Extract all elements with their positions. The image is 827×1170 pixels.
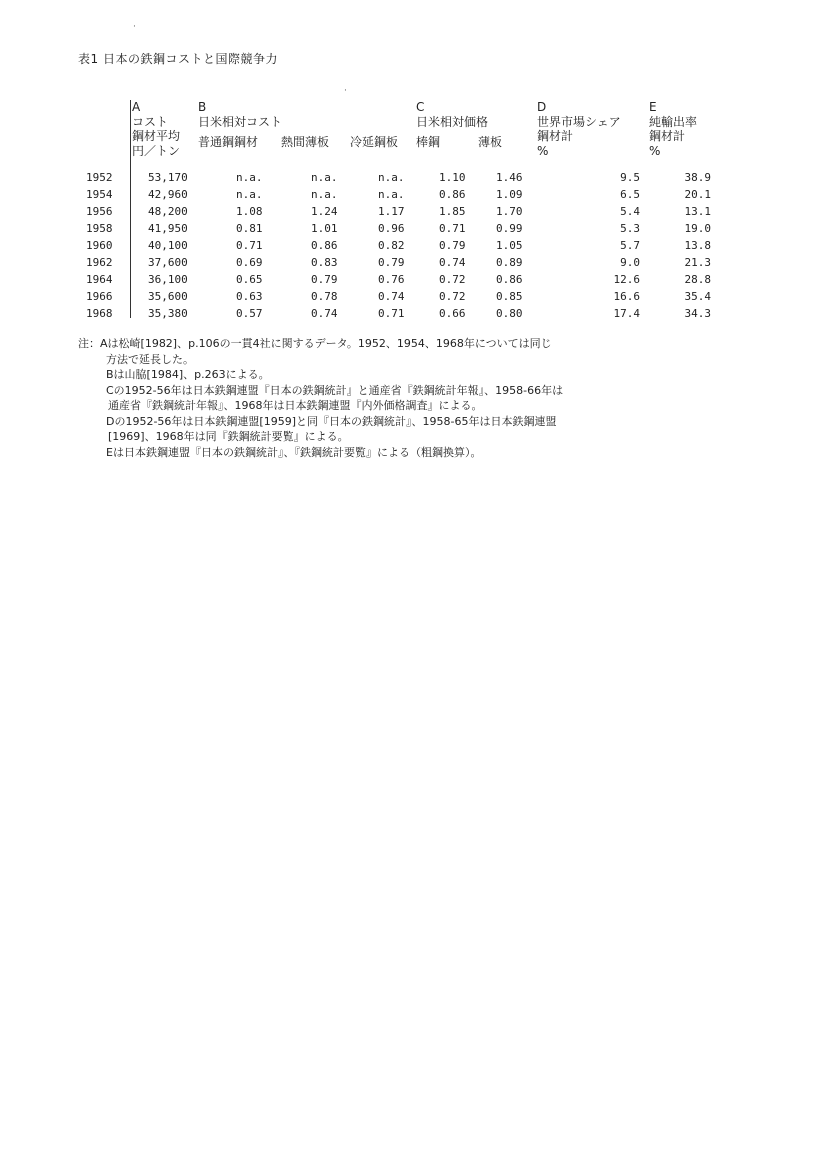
cell-c1: 1.85 <box>439 205 466 218</box>
header-c-letter: C <box>416 100 425 114</box>
cell-d: 12.6 <box>613 273 640 286</box>
cell-c2: 1.05 <box>496 239 523 252</box>
cell-b2: 0.83 <box>311 256 338 269</box>
header-a-line: コスト <box>132 114 169 129</box>
cell-d: 5.7 <box>620 239 640 252</box>
cell-year: 1962 <box>86 256 113 269</box>
cell-b3: 0.76 <box>378 273 405 286</box>
cell-c2: 0.80 <box>496 307 523 320</box>
scan-mark: · <box>133 22 136 32</box>
cell-b1: 1.08 <box>236 205 263 218</box>
note-line: 方法で延長した。 <box>106 352 194 366</box>
cell-b2: 0.74 <box>311 307 338 320</box>
cell-b3: 0.74 <box>378 290 405 303</box>
header-a-line: 円／トン <box>132 143 181 158</box>
cell-b2: 1.01 <box>311 222 338 235</box>
cell-b3: 0.96 <box>378 222 405 235</box>
cell-b1: n.a. <box>236 171 263 184</box>
cell-a: 35,380 <box>148 307 188 320</box>
cell-c1: 0.79 <box>439 239 466 252</box>
header-d-line: 鋼材計 <box>537 129 574 143</box>
cell-b2: 0.79 <box>311 273 338 286</box>
header-e-line: 純輸出率 <box>649 114 698 129</box>
header-e-line: 鋼材計 <box>649 129 686 143</box>
cell-c1: 0.71 <box>439 222 466 235</box>
header-a <box>132 100 180 158</box>
header-d-letter: D <box>537 100 547 114</box>
cell-b2: n.a. <box>311 188 338 201</box>
cell-b3: n.a. <box>378 188 405 201</box>
cell-d: 5.3 <box>620 222 640 235</box>
cell-e: 34.3 <box>684 307 711 320</box>
cell-e: 28.8 <box>684 273 711 286</box>
header-b-col-3: 冷延鋼板 <box>350 135 399 149</box>
cell-year: 1956 <box>86 205 113 218</box>
header-a-letter: A <box>132 100 141 114</box>
cell-e: 13.1 <box>684 205 711 218</box>
cell-year: 1966 <box>86 290 113 303</box>
cell-year: 1952 <box>86 171 113 184</box>
cell-d: 9.5 <box>620 171 640 184</box>
cell-b3: 0.71 <box>378 307 405 320</box>
cell-e: 35.4 <box>684 290 711 303</box>
cell-d: 9.0 <box>620 256 640 269</box>
cell-e: 13.8 <box>684 239 711 252</box>
cell-year: 1958 <box>86 222 113 235</box>
cell-c1: 0.74 <box>439 256 466 269</box>
cell-c2: 0.89 <box>496 256 523 269</box>
note-line: 通産省『鉄鋼統計年報』、1968年は日本鉄鋼連盟『内外価格調査』による。 <box>108 399 483 412</box>
header-b <box>198 100 282 129</box>
cell-b1: 0.57 <box>236 307 263 320</box>
cell-c2: 0.86 <box>496 273 523 286</box>
header-e <box>649 100 697 158</box>
cell-a: 37,600 <box>148 256 188 269</box>
cell-a: 41,950 <box>148 222 188 235</box>
header-b-col-2: 熱間薄板 <box>281 135 330 149</box>
cell-c1: 1.10 <box>439 171 466 184</box>
cell-b3: n.a. <box>378 171 405 184</box>
cell-c1: 0.72 <box>439 290 466 303</box>
cell-a: 36,100 <box>148 273 188 286</box>
cell-year: 1964 <box>86 273 113 286</box>
cell-e: 38.9 <box>684 171 711 184</box>
cell-b1: 0.65 <box>236 273 263 286</box>
header-e-letter: E <box>649 100 657 114</box>
cell-a: 40,100 <box>148 239 188 252</box>
header-b-line: 日米相対コスト <box>198 114 283 129</box>
note-line: Cの1952-56年は日本鉄鋼連盟『日本の鉄鋼統計』と通産省『鉄鋼統計年報』、1958-66年は <box>106 383 564 397</box>
cell-d: 17.4 <box>613 307 640 320</box>
header-c-line: 日米相対価格 <box>416 114 489 129</box>
cell-c1: 0.66 <box>439 307 466 320</box>
cell-d: 6.5 <box>620 188 640 201</box>
cell-c1: 0.72 <box>439 273 466 286</box>
header-c-col-2: 薄板 <box>478 135 503 149</box>
note-line: [1969]、1968年は同『鉄鋼統計要覧』による。 <box>108 430 349 443</box>
scan-mark: · <box>344 86 347 96</box>
cell-year: 1960 <box>86 239 113 252</box>
cell-a: 48,200 <box>148 205 188 218</box>
cell-d: 16.6 <box>613 290 640 303</box>
cell-b2: 1.24 <box>311 205 338 218</box>
cell-a: 53,170 <box>148 171 188 184</box>
cell-e: 21.3 <box>684 256 711 269</box>
header-d-line: 世界市場シェア <box>537 114 621 129</box>
header-e-line: % <box>649 143 661 158</box>
cell-b3: 1.17 <box>378 205 405 218</box>
header-c <box>416 100 488 129</box>
cell-b3: 0.82 <box>378 239 405 252</box>
header-d <box>537 100 621 158</box>
cell-c2: 0.99 <box>496 222 523 235</box>
cell-c2: 1.70 <box>496 205 523 218</box>
cell-a: 42,960 <box>148 188 188 201</box>
table-notes <box>78 336 563 460</box>
header-b-letter: B <box>198 100 207 114</box>
cell-c2: 0.85 <box>496 290 523 303</box>
header-d-line: % <box>537 143 549 158</box>
cell-a: 35,600 <box>148 290 188 303</box>
cell-b2: 0.86 <box>311 239 338 252</box>
cell-b1: 0.71 <box>236 239 263 252</box>
table-divider <box>130 100 131 318</box>
cell-b1: 0.69 <box>236 256 263 269</box>
cell-year: 1954 <box>86 188 113 201</box>
note-line: Eは日本鉄鋼連盟『日本の鉄鋼統計』、『鉄鋼統計要覧』による（粗鋼換算）。 <box>106 445 482 459</box>
cell-b2: n.a. <box>311 171 338 184</box>
cell-c2: 1.09 <box>496 188 523 201</box>
note-line: Bは山脇[1984]、p.263による。 <box>106 368 270 381</box>
note-line: Dの1952-56年は日本鉄鋼連盟[1959]と同『日本の鉄鋼統計』、1958-65年は日本鉄鋼連盟 <box>106 414 557 428</box>
table-title: 表1 日本の鉄鋼コストと国際競争力 <box>78 52 278 66</box>
cell-e: 19.0 <box>684 222 711 235</box>
cell-b2: 0.78 <box>311 290 338 303</box>
cell-b1: 0.81 <box>236 222 263 235</box>
header-b-col-1: 普通鋼鋼材 <box>198 135 259 149</box>
cell-b3: 0.79 <box>378 256 405 269</box>
cell-e: 20.1 <box>684 188 711 201</box>
cell-year: 1968 <box>86 307 113 320</box>
header-a-line: 鋼材平均 <box>132 129 181 143</box>
cell-b1: n.a. <box>236 188 263 201</box>
cell-d: 5.4 <box>620 205 640 218</box>
cell-c1: 0.86 <box>439 188 466 201</box>
note-line: 注：Aは松崎[1982]、p.106の一貫4社に関するデータ。1952、1954、1968年については同じ <box>78 337 552 350</box>
header-c-col-1: 棒鋼 <box>416 135 441 149</box>
cell-c2: 1.46 <box>496 171 523 184</box>
cell-b1: 0.63 <box>236 290 263 303</box>
